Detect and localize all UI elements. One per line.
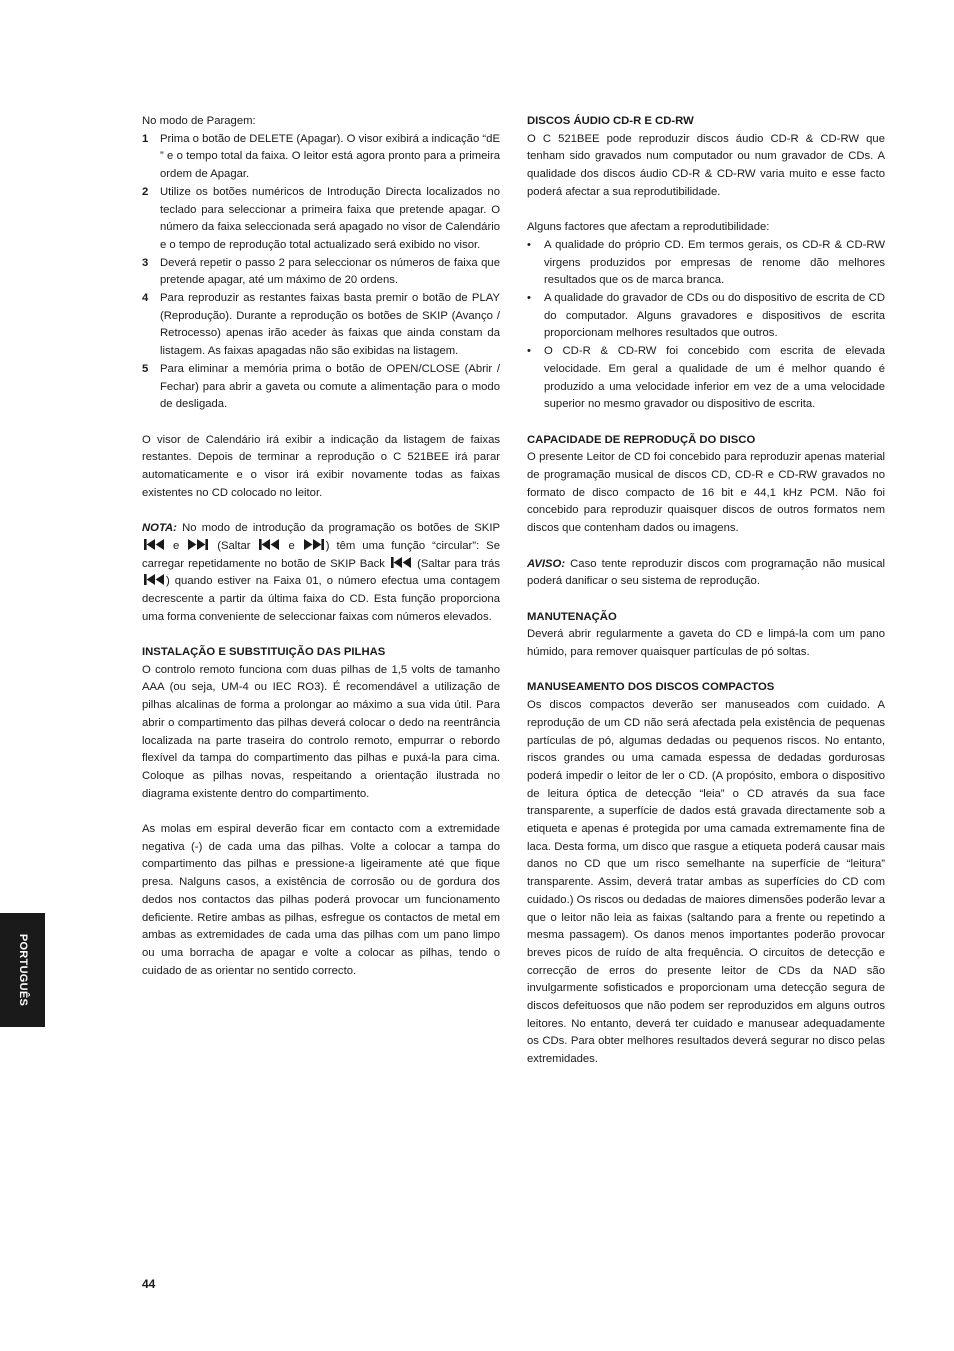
step-text: Para eliminar a memória prima o botão de OPEN/CLOSE (Abrir / Fechar) para abrir a gaveta ou comute a alimentação para o modo de desligada. — [160, 362, 500, 411]
skip-back-icon — [391, 557, 411, 568]
cdr-factors-intro: Alguns factores que afectam a reprodutibilidade: — [527, 221, 770, 234]
skip-back-icon — [144, 539, 164, 550]
list-item — [142, 184, 500, 255]
batteries-section — [142, 644, 500, 980]
step-number: 3 — [142, 256, 149, 269]
note-text: e — [281, 539, 302, 552]
skip-forward-icon — [304, 539, 324, 550]
note-text: e — [166, 539, 187, 552]
skip-back-icon — [144, 574, 164, 585]
batteries-heading: INSTALAÇÃO E SUBSTITUIÇÃO DAS PILHAS — [142, 646, 386, 659]
warning-label: AVISO: — [527, 557, 566, 570]
bullet-text: A qualidade do próprio CD. Em termos gerais, os CD-R & CD-RW virgens produzidos por empresas de renome dão melhores resultados que os de marca branca. — [544, 238, 885, 287]
bullet-icon: • — [527, 345, 531, 358]
step-text: Para reproduzir as restantes faixas basta premir o botão de PLAY (Reprodução). Durante a reprodução os botões de SKIP (Avanço / Retrocesso) apenas irão aceder às faixas que ainda constam da listagem. As faixas apagadas não são exibidas na listagem. — [160, 292, 500, 358]
batteries-paragraph: O controlo remoto funciona com duas pilhas de 1,5 volts de tamanho AAA (ou seja, UM-4 ou IEC RO3). É recomendável a utilização de pilhas alcalinas de forma a prolongar ao máximo a sua vida útil. Para abrir o compartimento das pilhas deverá colocar o dedo na reentrância localizada na parte traseira do controlo remoto, empurrar o rebordo flexível da tampa do compartimento das pilhas e puxá-la para cima. Coloque as pilhas novas, respeitando a orientação ilustrada no diagrama existente dentro do compartimento. — [142, 663, 500, 800]
list-item — [527, 237, 885, 290]
maintenance-heading: MANUTENAÇÃO — [527, 610, 617, 623]
warning-text: Caso tente reproduzir discos com programação não musical poderá danificar o seu sistema de reprodução. — [527, 557, 885, 588]
bullet-text: O CD-R & CD-RW foi concebido com escrita de elevada velocidade. Em geral a qualidade de um é melhor quando é produzido a uma velocidade inferior em vez de a uma velocidade superior no mesmo gravador ou dispositivo de escrita. — [544, 345, 885, 411]
maintenance-paragraph: Deverá abrir regularmente a gaveta do CD e limpá-la com um pano húmido, para remover quaisquer partículas de pó soltas. — [527, 628, 885, 659]
list-item — [142, 131, 500, 184]
list-item — [527, 290, 885, 343]
stop-mode-intro: No modo de Paragem: — [142, 115, 256, 127]
calendar-paragraph: O visor de Calendário irá exibir a indicação da listagem de faixas restantes. Depois de terminar a reprodução o C 521BEE irá parar automaticamente e o visor irá exibir novamente todas as faixas existentes no CD colocado no leitor. — [142, 433, 500, 499]
cdr-heading: DISCOS ÁUDIO CD-R E CD-RW — [527, 115, 694, 127]
note-paragraph — [142, 520, 500, 626]
step-number: 2 — [142, 185, 149, 198]
note-text: (Saltar — [210, 539, 258, 552]
step-number: 4 — [142, 292, 149, 305]
step-number: 5 — [142, 362, 149, 375]
note-text: ) têm uma função “circular”: Se carregar repetidamente no botão de SKIP Back — [142, 539, 500, 570]
capacity-paragraph: O presente Leitor de CD foi concebido para reproduzir apenas material de programação musical de discos CD, CD-R e CD-RW gravados no formato de disco compacto de 16 bit e 44,1 kHz PCM. Não foi concebido para reproduzir quaisquer discos de outros formatos nem discos que contenham dados ou imagens. — [527, 451, 885, 535]
capacity-heading: CAPACIDADE DE REPRODUÇÃ DO DISCO — [527, 433, 756, 446]
capacity-section — [527, 432, 885, 538]
cdr-paragraph: O C 521BEE pode reproduzir discos áudio CD-R & CD-RW que tenham sido gravados num computador ou num gravador de CDs. A qualidade dos discos áudio CD-R & CD-RW varia muito e esse facto poderá afectar a sua reprodutibilidade. — [527, 132, 885, 198]
skip-back-icon — [259, 539, 279, 550]
handling-section — [527, 679, 885, 1068]
list-item — [142, 290, 500, 361]
left-column — [142, 113, 500, 980]
note-text: No modo de introdução da programação os botões de SKIP — [176, 522, 500, 535]
cdr-section — [527, 113, 885, 414]
step-number: 1 — [142, 132, 149, 145]
note-label: NOTA: — [142, 522, 177, 535]
handling-paragraph: Os discos compactos deverão ser manuseados com cuidado. A reprodução de um CD não será afectada pela existência de pequenas partículas de pó, algumas dedadas ou pequenos riscos. No entanto, riscos grandes ou uma camada espessa de dedadas gordurosas poderá impedir o leitor de ler o CD. (A propósito, embora o dispositivo de leitura óptica de detecção “leia” o CD através da sua face transparente, a superfície de dados está gravada directamente sob a etiqueta e apenas é protegida por uma camada extremamente fina de laca. Desta forma, um disco que rasgue a etiqueta poderá causar mais danos no CD que um risco semelhante na superfície de “leitura” transparente. Assim, deverá tratar ambas as superfícies do CD com cuidado.) Os riscos ou dedadas de maiores dimensões poderão levar a que o leitor não leia as faixas (saltando para a frente ou repetindo a mesma passagem). Os danos menos importantes poderão provocar breves picos de ruído de alta frequência. O circuitos de detecção e correcção de erros do presente leitor de CDs da NAD são invulgarmente sofisticados e proporcionam uma detecção segura de discos defeituosos que não podem ser reproduzidos em alguns outros leitores. No entanto, deverá ter cuidado e manusear adequadamente os CDs. Para obter melhores resultados deverá segurar no disco pelas extremidades. — [527, 699, 885, 1066]
batteries-paragraph: As molas em espiral deverão ficar em contacto com a extremidade negativa (-) de cada uma das pilhas. Volte a colocar a tampa do compartimento das pilhas e pressione-a ligeiramente até que fique presa. Nalguns casos, a existência de corrosão ou de gordura dos dedos nos contactos das pilhas poderá provocar um funcionamento deficiente. Retire ambas as pilhas, esfregue os contactos de metal em ambas as extremidades de cada uma das pilhas com um pano limpo ou uma borracha de apagar e volte a colocar as pilhas, tendo o cuidado de as orientar no sentido correcto. — [142, 823, 500, 977]
factors-list — [527, 237, 885, 414]
page-number: 44 — [142, 1277, 156, 1291]
step-text: Prima o botão de DELETE (Apagar). O visor exibirá a indicação “dE ” e o tempo total da faixa. O leitor está agora pronto para a primeira ordem de Apagar. — [160, 132, 500, 181]
list-item — [142, 255, 500, 290]
step-text: Utilize os botões numéricos de Introdução Directa localizados no teclado para seleccionar a primeira faixa que pretende apagar. O número da faixa seleccionada será apagado no visor de Calendário e o tempo de reprodução total actualizado será exibido no visor. — [160, 185, 500, 251]
language-side-tab — [0, 913, 45, 1027]
note-text: (Saltar para trás — [413, 557, 500, 570]
language-tab-label: PORTUGUÊS — [16, 933, 29, 1007]
right-column — [527, 113, 885, 1069]
bullet-icon: • — [527, 292, 531, 305]
skip-forward-icon — [188, 539, 208, 550]
step-text: Deverá repetir o passo 2 para seleccionar os números de faixa que pretende apagar, até um máximo de 20 ordens. — [160, 256, 500, 287]
list-item — [527, 343, 885, 414]
list-item — [142, 361, 500, 414]
maintenance-section — [527, 609, 885, 662]
note-text: ) quando estiver na Faixa 01, o número efectua uma contagem decrescente a partir da última faixa do CD. Esta função proporciona uma forma conveniente de seleccionar faixas com números elevados. — [142, 575, 500, 623]
bullet-icon: • — [527, 238, 531, 251]
delete-steps-list — [142, 131, 500, 414]
warning-paragraph — [527, 556, 885, 591]
handling-heading: MANUSEAMENTO DOS DISCOS COMPACTOS — [527, 681, 775, 694]
bullet-text: A qualidade do gravador de CDs ou do dispositivo de escrita de CD do computador. Alguns gravadores e dispositivos de escrita proporcionam melhores resultados que outros. — [544, 292, 885, 340]
